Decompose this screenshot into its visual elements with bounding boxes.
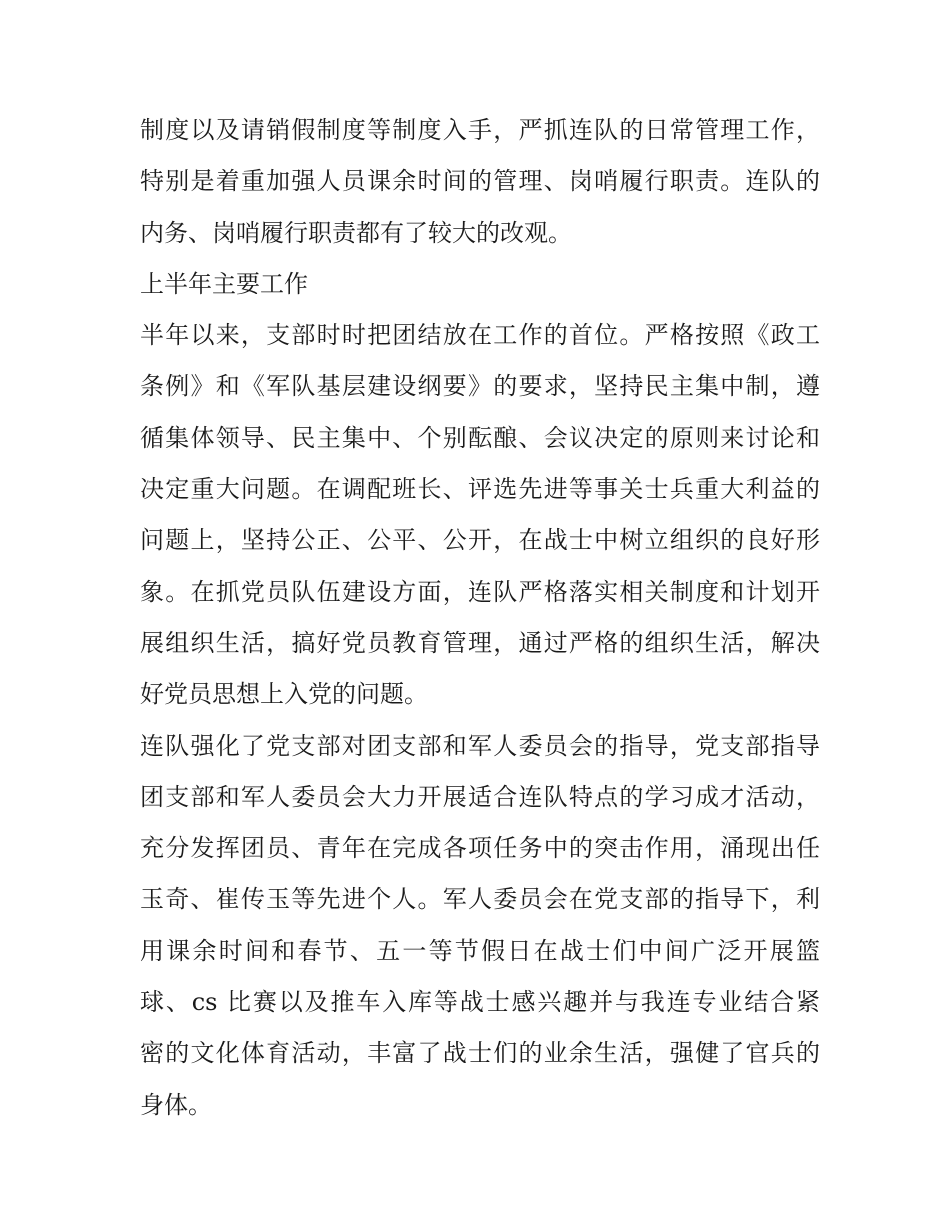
text-line: 问题上，坚持公正、公平、公开，在战士中树立组织的良好形 [140, 526, 820, 555]
text-line: 内务、岗哨履行职责都有了较大的改观。 [140, 218, 572, 247]
text-line: 制度以及请销假制度等制度入手，严抓连队的日常管理工作， [140, 116, 820, 144]
text-line: 决定重大问题。在调配班长、评选先进等事关士兵重大利益的 [140, 475, 820, 504]
text-line: 玉奇、崔传玉等先进个人。军人委员会在党支部的指导下，利 [140, 885, 820, 914]
text-line: 特别是着重加强人员课余时间的管理、岗哨履行职责。连队的 [140, 167, 820, 196]
text-line: 象。在抓党员队伍建设方面，连队严格落实相关制度和计划开 [140, 577, 820, 606]
text-line: 条例》和《军队基层建设纲要》的要求，坚持民主集中制，遵 [140, 372, 820, 401]
text-line: 循集体领导、民主集中、个别酝酿、会议决定的原则来讨论和 [140, 423, 820, 452]
text-line: 好党员思想上入党的问题。 [140, 680, 428, 709]
text-line: 半年以来，支部时时把团结放在工作的首位。严格按照《政工 [140, 321, 820, 350]
body-text [140, 105, 820, 1131]
text-line: 用课余时间和春节、五一等节假日在战士们中间广泛开展篮 [140, 936, 820, 965]
text-line: 团支部和军人委员会大力开展适合连队特点的学习成才活动， [140, 782, 820, 811]
text-line: 展组织生活，搞好党员教育管理，通过严格的组织生活，解决 [140, 628, 820, 657]
text-line: 密的文化体育活动，丰富了战士们的业余生活，强健了官兵的 [140, 1039, 820, 1068]
text-line: 连队强化了党支部对团支部和军人委员会的指导，党支部指导 [140, 731, 820, 760]
text-line: 充分发挥团员、青年在完成各项任务中的突击作用，涌现出任 [140, 834, 820, 863]
section-heading: 上半年主要工作 [140, 269, 308, 298]
text-line: 身体。 [140, 1090, 212, 1119]
text-line: 球、cs 比赛以及推车入库等战士感兴趣并与我连专业结合紧 [140, 988, 820, 1017]
